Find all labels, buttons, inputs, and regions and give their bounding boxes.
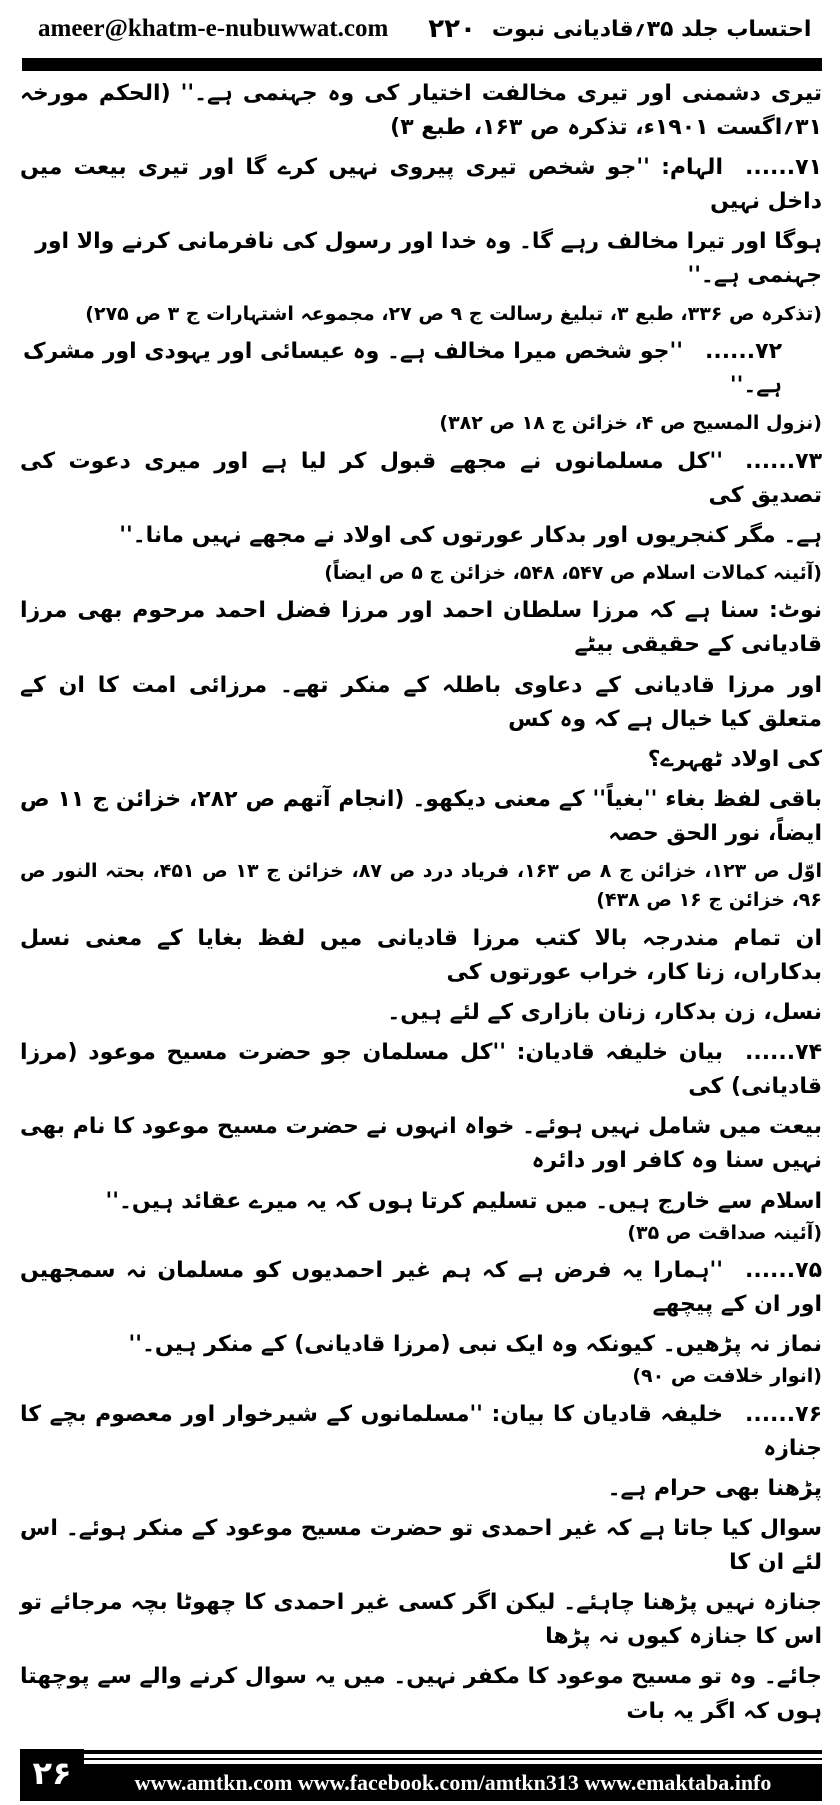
text-line	[20, 335, 822, 403]
text-span: اسلام سے خارج ہیں۔ میں تسلیم کرتا ہوں کہ یہ میرے عقائد ہیں۔''	[105, 1188, 822, 1214]
reference-line: (نزول المسیح ص ۴، خزائن ج ۱۸ ص ۳۸۲)	[439, 412, 822, 435]
text-span: بیان خلیفہ قادیان: ''کل مسلمان جو حضرت مسیح موعود (مرزا قادیانی) کی	[20, 1040, 822, 1100]
text-line: کی اولاد ٹھہرے؟	[647, 746, 822, 772]
text-line: نسل، زن بدکار، زنان بازاری کے لئے ہیں۔	[387, 1000, 822, 1026]
text-line: سوال کیا جاتا ہے کہ غیر احمدی تو حضرت مسیح موعود کے منکر ہوئے۔ اس لئے ان کا	[20, 1516, 822, 1576]
item-number: ۷۴......	[744, 1040, 822, 1066]
text-span: نماز نہ پڑھیں۔ کیونکہ وہ ایک نبی (مرزا قادیانی) کے منکر ہیں۔''	[128, 1332, 822, 1358]
reference: (انوار خلافت ص ۹۰)	[632, 1365, 822, 1388]
text-line: ہوگا اور تیرا مخالف رہے گا۔ وہ خدا اور رسول کی نافرمانی کرنے والا اور جہنمی ہے۔''	[35, 229, 822, 289]
text-line: اور مرزا قادیانی کے دعاوی باطلہ کے منکر تھے۔ مرزائی امت کا ان کے متعلق کیا خیال ہے کہ وہ کس	[20, 672, 822, 732]
text-span: ''کل مسلمانوں نے مجھے قبول کر لیا ہے اور میری دعوت کی تصدیق کی	[20, 448, 822, 508]
text-line: جائے۔ وہ تو مسیح موعود کا مکفر نہیں۔ میں یہ سوال کرنے والے سے پوچھتا ہوں کہ اگر یہ بات	[20, 1664, 822, 1724]
item-number: ۷۲......	[704, 339, 782, 364]
body-text	[20, 77, 822, 1735]
text-line: ہے۔ مگر کنجریوں اور بدکار عورتوں کی اولاد نے مجھے نہیں مانا۔''	[119, 522, 822, 548]
text-line: بیعت میں شامل نہیں ہوئے۔ خواہ انہوں نے حضرت مسیح موعود کا نام بھی نہیں سنا وہ کافر اور دائرہ	[20, 1114, 822, 1174]
header-divider	[22, 58, 822, 71]
text-span: ''جو شخص میرا مخالف ہے۔ وہ عیسائی اور یہودی اور مشرک ہے۔''	[22, 339, 782, 399]
item-number: ۷۵......	[744, 1258, 822, 1284]
header-book-title: احتساب جلد ۳۵؍قادیانی نبوت	[491, 16, 812, 42]
reference-line: (آئینہ کمالات اسلام ص ۵۴۷، ۵۴۸، خزائن ج ۵ ص ایضاً)	[324, 561, 822, 584]
text-span: خلیفہ قادیان کا بیان: ''مسلمانوں کے شیرخوار اور معصوم بچے کا جنازہ	[20, 1401, 822, 1461]
footer-rule	[84, 1750, 822, 1754]
footer-right	[84, 1749, 822, 1801]
page-footer	[20, 1749, 822, 1801]
footer-rule	[84, 1758, 822, 1760]
text-line	[20, 1328, 822, 1392]
text-line: جنازہ نہیں پڑھنا چاہئے۔ لیکن اگر کسی غیر احمدی کا چھوٹا بچہ مرجائے تو اس کا جنازہ کیوں نہ پڑھا	[20, 1590, 822, 1650]
text-line: نوٹ: سنا ہے کہ مرزا سلطان احمد اور مرزا فضل احمد مرحوم بھی مرزا قادیانی کے حقیقی بیٹے	[20, 598, 822, 658]
text-line: باقی لفظ بغاء ''بغیاً'' کے معنی دیکھو۔ (انجام آتھم ص ۲۸۲، خزائن ج ۱۱ ص ایضاً، نور الحق حصہ	[20, 786, 822, 846]
text-line	[20, 1185, 822, 1249]
reference: (آئینہ صداقت ص ۳۵)	[627, 1221, 822, 1244]
text-span: ''ہمارا یہ فرض ہے کہ ہم غیر احمدیوں کو مسلمان نہ سمجھیں اور ان کے پیچھے	[20, 1258, 822, 1318]
text-span: الہام: ''جو شخص تیری پیروی نہیں کرے گا اور تیری بیعت میں داخل نہیں	[20, 155, 822, 215]
footer-links: www.amtkn.com www.facebook.com/amtkn313 www.emaktaba.info	[84, 1764, 822, 1801]
reference-line: اوّل ص ۱۲۳، خزائن ج ۸ ص ۱۶۳، فریاد درد ص ۸۷، خزائن ج ۱۳ ص ۴۵۱، بحتہ النور ص ۹۶، خزائن ج ۱۶ ص ۴۳۸)	[20, 860, 822, 912]
item-number: ۷۱......	[744, 155, 822, 181]
item-number: ۷۶......	[744, 1401, 822, 1427]
text-line	[20, 1036, 822, 1104]
text-line	[20, 151, 822, 219]
header-page-number: ۲۲۰	[428, 14, 476, 44]
text-line: تیری دشمنی اور تیری مخالفت اختیار کی وہ جہنمی ہے۔'' (الحکم مورخہ ۳۱؍اگست ۱۹۰۱ء، تذکرہ ص ۱۶۳، طبع ۳)	[20, 81, 822, 141]
reference-line: (تذکرہ ص ۳۳۶، طبع ۳، تبلیغ رسالت ج ۹ ص ۲۷، مجموعہ اشتہارات ج ۳ ص ۲۷۵)	[85, 302, 822, 325]
text-line: ان تمام مندرجہ بالا کتب مرزا قادیانی میں لفظ بغایا کے معنی نسل بدکاراں، زنا کار، خراب عورتوں کی	[20, 925, 822, 985]
text-line: پڑھنا بھی حرام ہے۔	[607, 1475, 822, 1501]
text-line	[20, 1254, 822, 1322]
header-left	[38, 14, 476, 44]
text-line	[20, 1398, 822, 1466]
text-line	[20, 445, 822, 513]
footer-page-number: ۲۶	[20, 1749, 84, 1801]
page-header	[20, 10, 822, 44]
item-number: ۷۳......	[744, 448, 822, 474]
header-email: ameer@khatm-e-nubuwwat.com	[38, 15, 389, 42]
